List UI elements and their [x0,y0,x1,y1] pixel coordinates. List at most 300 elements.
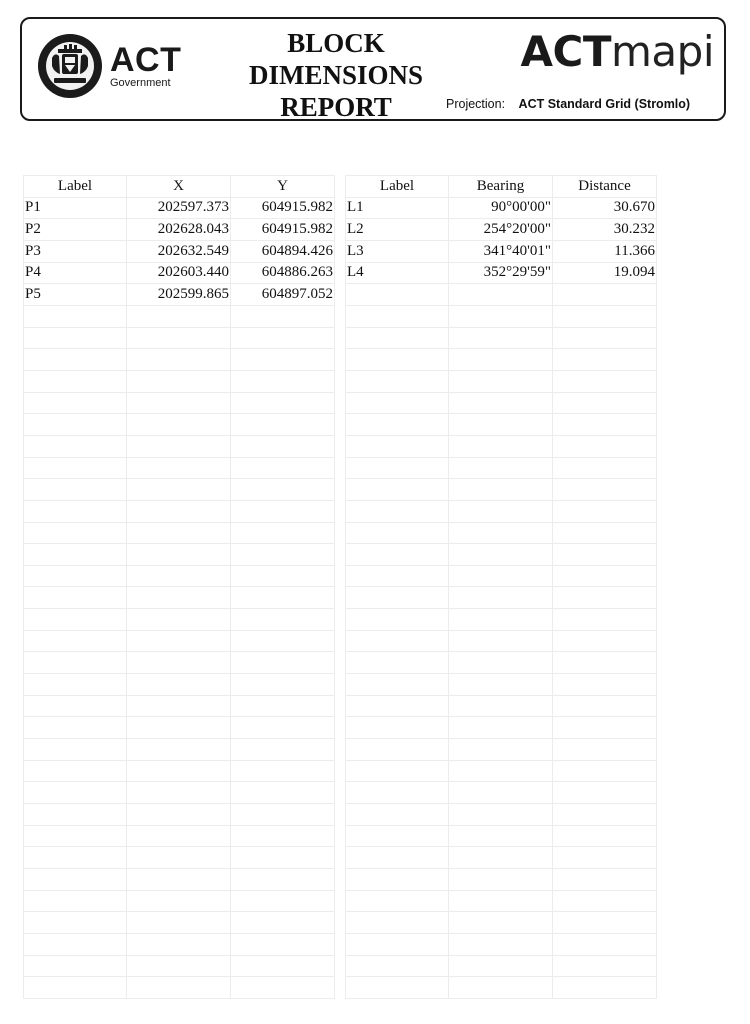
empty-cell [553,674,657,696]
points-row-empty [24,479,335,501]
empty-cell [449,869,553,891]
empty-cell [127,804,231,826]
empty-cell [127,955,231,977]
empty-cell [231,804,335,826]
lines-row-empty [346,782,657,804]
empty-cell [553,782,657,804]
lines-row-empty [346,717,657,739]
empty-cell [127,717,231,739]
empty-cell [346,349,449,371]
empty-cell [24,609,127,631]
empty-cell [449,804,553,826]
empty-cell [24,392,127,414]
act-government-logo [38,34,181,98]
empty-cell [553,327,657,349]
points-row-cell: 202597.373 [127,197,231,219]
empty-cell [346,522,449,544]
lines-header-label: Label [346,176,449,198]
empty-cell [24,652,127,674]
empty-cell [449,349,553,371]
empty-cell [346,717,449,739]
points-row-empty [24,804,335,826]
empty-cell [127,479,231,501]
report-title [236,27,436,123]
points-header-label: Label [24,176,127,198]
empty-cell [449,652,553,674]
lines-row-empty [346,392,657,414]
points-table [23,175,335,999]
empty-cell [231,565,335,587]
lines-row-empty [346,479,657,501]
empty-cell [127,739,231,761]
lines-row-cell: L3 [346,240,449,262]
empty-cell [346,869,449,891]
points-row-empty [24,869,335,891]
points-row-empty [24,414,335,436]
empty-cell [231,587,335,609]
empty-cell [553,565,657,587]
empty-cell [553,760,657,782]
empty-cell [346,630,449,652]
empty-cell [449,457,553,479]
empty-cell [346,674,449,696]
empty-cell [553,869,657,891]
lines-row-empty [346,284,657,306]
points-row-cell: 202599.865 [127,284,231,306]
empty-cell [449,435,553,457]
empty-cell [449,609,553,631]
empty-cell [449,847,553,869]
empty-cell [127,869,231,891]
empty-cell [24,500,127,522]
empty-cell [24,349,127,371]
points-row-empty [24,847,335,869]
lines-row-cell: L4 [346,262,449,284]
points-row-cell: 604915.982 [231,219,335,241]
points-row [24,240,335,262]
empty-cell [127,327,231,349]
empty-cell [231,890,335,912]
empty-cell [24,327,127,349]
points-row-empty [24,955,335,977]
points-row-cell: P4 [24,262,127,284]
empty-cell [449,587,553,609]
empty-cell [449,782,553,804]
lines-table [345,175,657,999]
empty-cell [231,652,335,674]
empty-cell [231,695,335,717]
empty-cell [127,414,231,436]
empty-cell [449,414,553,436]
empty-cell [127,349,231,371]
lines-header-bearing: Bearing [449,176,553,198]
points-row-cell: 604915.982 [231,197,335,219]
empty-cell [24,305,127,327]
lines-row [346,262,657,284]
points-row-empty [24,392,335,414]
act-coat-of-arms-icon [38,34,102,98]
projection-label: Projection: [446,97,506,111]
points-row-empty [24,695,335,717]
empty-cell [346,327,449,349]
actmapi-logo [520,27,714,76]
empty-cell [24,414,127,436]
empty-cell [346,544,449,566]
empty-cell [127,370,231,392]
empty-cell [449,695,553,717]
empty-cell [231,912,335,934]
lines-row-empty [346,847,657,869]
empty-cell [346,847,449,869]
empty-cell [24,912,127,934]
empty-cell [346,284,449,306]
points-header-row [24,176,335,198]
empty-cell [24,565,127,587]
empty-cell [449,674,553,696]
empty-cell [553,804,657,826]
empty-cell [127,890,231,912]
points-row-empty [24,370,335,392]
report-title-line: DIMENSIONS [248,60,424,90]
points-row-cell: P3 [24,240,127,262]
empty-cell [553,912,657,934]
lines-row-empty [346,760,657,782]
points-row [24,219,335,241]
empty-cell [553,652,657,674]
empty-cell [346,652,449,674]
empty-cell [24,587,127,609]
empty-cell [346,457,449,479]
empty-cell [231,739,335,761]
lines-row-empty [346,674,657,696]
empty-cell [231,479,335,501]
empty-cell [231,630,335,652]
empty-cell [231,955,335,977]
empty-cell [553,630,657,652]
empty-cell [231,349,335,371]
points-row-empty [24,674,335,696]
empty-cell [449,912,553,934]
empty-cell [346,912,449,934]
empty-cell [24,847,127,869]
lines-row-empty [346,587,657,609]
points-row-empty [24,565,335,587]
empty-cell [24,630,127,652]
empty-cell [127,630,231,652]
gov-logo-subtext: Government [110,77,171,89]
empty-cell [553,977,657,999]
lines-row-empty [346,977,657,999]
empty-cell [24,890,127,912]
lines-row-cell: 19.094 [553,262,657,284]
lines-row-empty [346,305,657,327]
empty-cell [231,717,335,739]
empty-cell [449,544,553,566]
points-row-cell: 604894.426 [231,240,335,262]
empty-cell [231,869,335,891]
empty-cell [127,565,231,587]
lines-row-empty [346,912,657,934]
lines-row-cell: 30.232 [553,219,657,241]
lines-row-empty [346,955,657,977]
empty-cell [346,392,449,414]
empty-cell [449,760,553,782]
empty-cell [346,565,449,587]
empty-cell [24,435,127,457]
points-row-empty [24,717,335,739]
empty-cell [24,457,127,479]
lines-row [346,219,657,241]
empty-cell [449,977,553,999]
empty-cell [127,305,231,327]
lines-row [346,197,657,219]
empty-cell [346,609,449,631]
empty-cell [553,435,657,457]
lines-row-empty [346,457,657,479]
points-row-empty [24,912,335,934]
empty-cell [231,847,335,869]
points-row-empty [24,630,335,652]
empty-cell [231,370,335,392]
lines-row-cell: 341°40'01" [449,240,553,262]
points-row [24,284,335,306]
empty-cell [346,977,449,999]
empty-cell [346,890,449,912]
points-row-empty [24,522,335,544]
empty-cell [449,370,553,392]
empty-cell [346,414,449,436]
lines-row-cell: 352°29'59" [449,262,553,284]
empty-cell [127,825,231,847]
lines-row-cell: 254°20'00" [449,219,553,241]
report-title-line: REPORT [280,92,392,122]
report-header [20,17,726,121]
empty-cell [231,544,335,566]
empty-cell [127,587,231,609]
points-row-cell: 202628.043 [127,219,231,241]
empty-cell [449,933,553,955]
points-row-cell: 202603.440 [127,262,231,284]
empty-cell [449,825,553,847]
points-row-empty [24,933,335,955]
empty-cell [24,522,127,544]
empty-cell [231,327,335,349]
empty-cell [24,717,127,739]
empty-cell [553,609,657,631]
empty-cell [127,782,231,804]
lines-row-cell: L1 [346,197,449,219]
empty-cell [553,587,657,609]
points-row-empty [24,457,335,479]
empty-cell [24,977,127,999]
empty-cell [127,977,231,999]
points-row [24,262,335,284]
empty-cell [24,933,127,955]
empty-cell [553,500,657,522]
points-row-cell: 604897.052 [231,284,335,306]
empty-cell [449,890,553,912]
empty-cell [24,479,127,501]
points-row-empty [24,327,335,349]
empty-cell [553,695,657,717]
empty-cell [449,630,553,652]
lines-row-cell: 30.670 [553,197,657,219]
empty-cell [127,933,231,955]
points-row-empty [24,890,335,912]
lines-row-cell: 11.366 [553,240,657,262]
projection-info [446,97,690,111]
empty-cell [553,825,657,847]
empty-cell [553,370,657,392]
lines-row-empty [346,565,657,587]
points-row-empty [24,587,335,609]
empty-cell [553,392,657,414]
lines-row-empty [346,414,657,436]
empty-cell [553,890,657,912]
lines-header-row [346,176,657,198]
empty-cell [231,674,335,696]
empty-cell [449,955,553,977]
points-row-empty [24,825,335,847]
empty-cell [553,544,657,566]
lines-row-empty [346,825,657,847]
empty-cell [553,717,657,739]
empty-cell [449,565,553,587]
empty-cell [231,435,335,457]
lines-row-empty [346,869,657,891]
empty-cell [231,609,335,631]
empty-cell [553,739,657,761]
empty-cell [24,869,127,891]
points-row-empty [24,305,335,327]
empty-cell [24,739,127,761]
empty-cell [553,479,657,501]
empty-cell [346,370,449,392]
empty-cell [127,435,231,457]
lines-row-empty [346,500,657,522]
empty-cell [127,500,231,522]
lines-row-cell: L2 [346,219,449,241]
empty-cell [24,804,127,826]
points-row-empty [24,739,335,761]
empty-cell [127,522,231,544]
points-row-empty [24,435,335,457]
empty-cell [127,457,231,479]
empty-cell [231,522,335,544]
empty-cell [127,847,231,869]
lines-row-empty [346,522,657,544]
empty-cell [231,414,335,436]
lines-row-empty [346,890,657,912]
points-row-cell: 604886.263 [231,262,335,284]
lines-row-empty [346,739,657,761]
empty-cell [24,825,127,847]
empty-cell [553,955,657,977]
empty-cell [553,847,657,869]
empty-cell [24,370,127,392]
empty-cell [231,933,335,955]
empty-cell [449,392,553,414]
points-row-cell: P2 [24,219,127,241]
empty-cell [231,825,335,847]
empty-cell [449,479,553,501]
empty-cell [346,804,449,826]
empty-cell [231,457,335,479]
lines-header-distance: Distance [553,176,657,198]
empty-cell [231,500,335,522]
empty-cell [127,544,231,566]
empty-cell [127,674,231,696]
empty-cell [346,587,449,609]
lines-row-empty [346,609,657,631]
empty-cell [346,435,449,457]
empty-cell [24,782,127,804]
lines-row-empty [346,435,657,457]
lines-row-empty [346,630,657,652]
empty-cell [346,782,449,804]
brand-bold-text: ACT [520,27,612,76]
lines-row-empty [346,370,657,392]
points-row-empty [24,652,335,674]
points-row-empty [24,500,335,522]
empty-cell [346,479,449,501]
lines-row-empty [346,933,657,955]
empty-cell [449,305,553,327]
lines-row-empty [346,804,657,826]
empty-cell [127,912,231,934]
empty-cell [449,500,553,522]
empty-cell [24,674,127,696]
empty-cell [553,522,657,544]
lines-row-empty [346,327,657,349]
lines-row-empty [346,544,657,566]
points-row-empty [24,349,335,371]
empty-cell [127,652,231,674]
empty-cell [553,349,657,371]
empty-cell [346,825,449,847]
empty-cell [24,695,127,717]
empty-cell [24,760,127,782]
empty-cell [231,392,335,414]
empty-cell [346,955,449,977]
empty-cell [553,305,657,327]
empty-cell [346,760,449,782]
empty-cell [231,977,335,999]
brand-light-text: mapi [611,27,714,76]
points-row-empty [24,544,335,566]
points-header-y: Y [231,176,335,198]
points-row-cell: P5 [24,284,127,306]
empty-cell [24,544,127,566]
gov-logo-act-text: ACT [110,41,182,79]
points-row-cell: P1 [24,197,127,219]
empty-cell [553,457,657,479]
points-row-cell: 202632.549 [127,240,231,262]
lines-row-empty [346,652,657,674]
points-row-empty [24,977,335,999]
points-header-x: X [127,176,231,198]
empty-cell [449,327,553,349]
lines-row [346,240,657,262]
empty-cell [553,414,657,436]
empty-cell [127,609,231,631]
empty-cell [231,782,335,804]
empty-cell [346,500,449,522]
points-row [24,197,335,219]
lines-row-cell: 90°00'00" [449,197,553,219]
report-title-line: BLOCK [287,28,385,58]
empty-cell [449,717,553,739]
